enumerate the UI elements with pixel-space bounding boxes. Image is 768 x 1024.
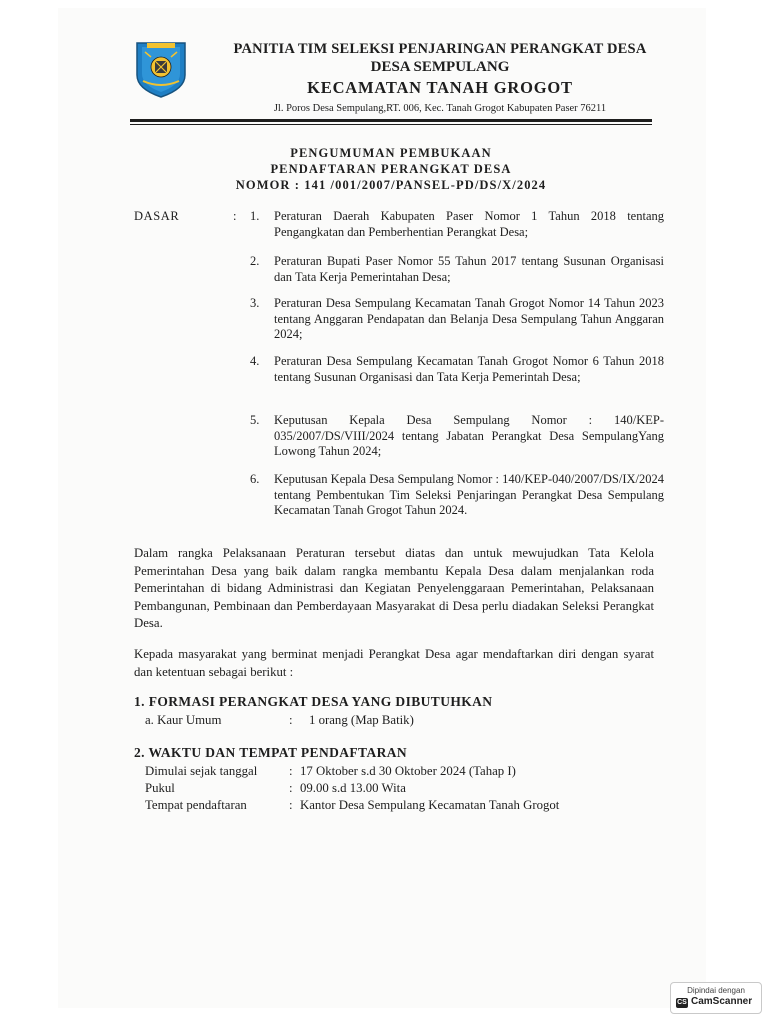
dasar-item-text: Peraturan Desa Sempulang Kecamatan Tanah Grogot Nomor 6 Tahun 2018 tentang Susunan Organisasi dan Tata Kerja Pemerintah Desa; — [274, 354, 664, 384]
pukul-value: 09.00 s.d 13.00 Wita — [300, 781, 406, 795]
dasar-item-number: 4. — [250, 354, 260, 368]
camscanner-badge — [670, 982, 762, 1014]
section-waktu-title: 2. WAKTU DAN TEMPAT PENDAFTARAN — [134, 745, 408, 760]
dasar-colon: : — [233, 209, 237, 223]
pukul-colon: : — [289, 781, 293, 795]
tempat-label: Tempat pendaftaran — [145, 798, 247, 812]
paragraph-intro: Dalam rangka Pelaksanaan Peraturan tersebut diatas dan untuk mewujudkan Tata Kelola Pemerintahan Desa yang baik dalam rangka membantu Kepala Desa dalam menjalankan roda Pemerintahan di bidang Administrasi dan Kegiatan Penyelenggaraan Pemerintahan, Pelaksanaan Pembangunan, Pembinaan dan Pemberdayaan Masyarakat di Desa perlu diadakan Seleksi Perangkat Desa. — [134, 546, 654, 630]
paragraph-invitation: Kepada masyarakat yang berminat menjadi Perangkat Desa agar mendaftarkan diri dengan syarat dan ketentuan sebagai berikut : — [134, 647, 654, 679]
tempat-colon: : — [289, 798, 293, 812]
badge-app-name: CamScanner — [691, 996, 753, 1007]
waktu-label: Dimulai sejak tanggal — [145, 764, 258, 778]
letterhead-address: Jl. Poros Desa Sempulang,RT. 006, Kec. Tanah Grogot Kabupaten Paser 76211 — [273, 103, 607, 114]
dasar-item-number: 2. — [250, 254, 260, 268]
badge-caption: Dipindai dengan — [687, 986, 745, 995]
kabupaten-emblem-icon — [133, 37, 189, 99]
letterhead-line3: KECAMATAN TANAH GROGOT — [307, 78, 573, 97]
letterhead-line1: PANITIA TIM SELEKSI PENJARINGAN PERANGKAT DESA — [233, 41, 647, 57]
dasar-item-text: Keputusan Kepala Desa Sempulang Nomor : 140/KEP-040/2007/DS/IX/2024 tentang Pembentukan Tim Seleksi Penjaringan Perangkat Desa Sempulang Kecamatan Tanah Grogot Tahun 2024. — [274, 472, 664, 517]
dasar-label: DASAR — [134, 209, 180, 223]
formasi-colon: : — [289, 713, 293, 727]
waktu-value: 17 Oktober s.d 30 Oktober 2024 (Tahap I) — [300, 764, 516, 778]
announcement-title — [130, 145, 652, 193]
formasi-value: 1 orang (Map Batik) — [309, 713, 414, 727]
section-formasi-title: 1. FORMASI PERANGKAT DESA YANG DIBUTUHKAN — [134, 694, 493, 709]
letterhead-divider-thin — [130, 124, 652, 125]
dasar-item-number: 3. — [250, 296, 260, 310]
dasar-item-text: Peraturan Daerah Kabupaten Paser Nomor 1 Tahun 2018 tentang Pengangkatan dan Pemberhentian Perangkat Desa; — [274, 209, 664, 239]
dasar-item-number: 6. — [250, 472, 260, 486]
dasar-item-text: Peraturan Bupati Paser Nomor 55 Tahun 2017 tentang Susunan Organisasi dan Tata Kerja Pemerintahan Desa; — [274, 254, 664, 284]
pukul-label: Pukul — [145, 781, 175, 795]
title-number: NOMOR : 141 /001/2007/PANSEL-PD/DS/X/2024 — [235, 178, 547, 192]
dasar-item-number: 1. — [250, 209, 260, 223]
waktu-colon: : — [289, 764, 293, 778]
camscanner-icon: CS — [677, 999, 687, 1006]
letterhead-divider-thick — [130, 119, 652, 122]
formasi-label: a. Kaur Umum — [145, 713, 222, 727]
letterhead — [200, 40, 680, 117]
letterhead-line2: DESA SEMPULANG — [370, 59, 510, 75]
title-line2: PENDAFTARAN PERANGKAT DESA — [270, 162, 512, 176]
dasar-item-text: Peraturan Desa Sempulang Kecamatan Tanah Grogot Nomor 14 Tahun 2023 tentang Anggaran Pendapatan dan Belanja Desa Sempulang Tahun Anggaran 2024; — [274, 296, 664, 341]
dasar-item-number: 5. — [250, 413, 260, 427]
tempat-value: Kantor Desa Sempulang Kecamatan Tanah Grogot — [300, 798, 560, 812]
title-line1: PENGUMUMAN PEMBUKAAN — [290, 146, 492, 160]
dasar-item-text: Keputusan Kepala Desa Sempulang Nomor : 140/KEP-035/2007/DS/VIII/2024 tentang Jabatan Perangkat Desa SempulangYang Lowong Tahun 2024; — [274, 413, 664, 458]
